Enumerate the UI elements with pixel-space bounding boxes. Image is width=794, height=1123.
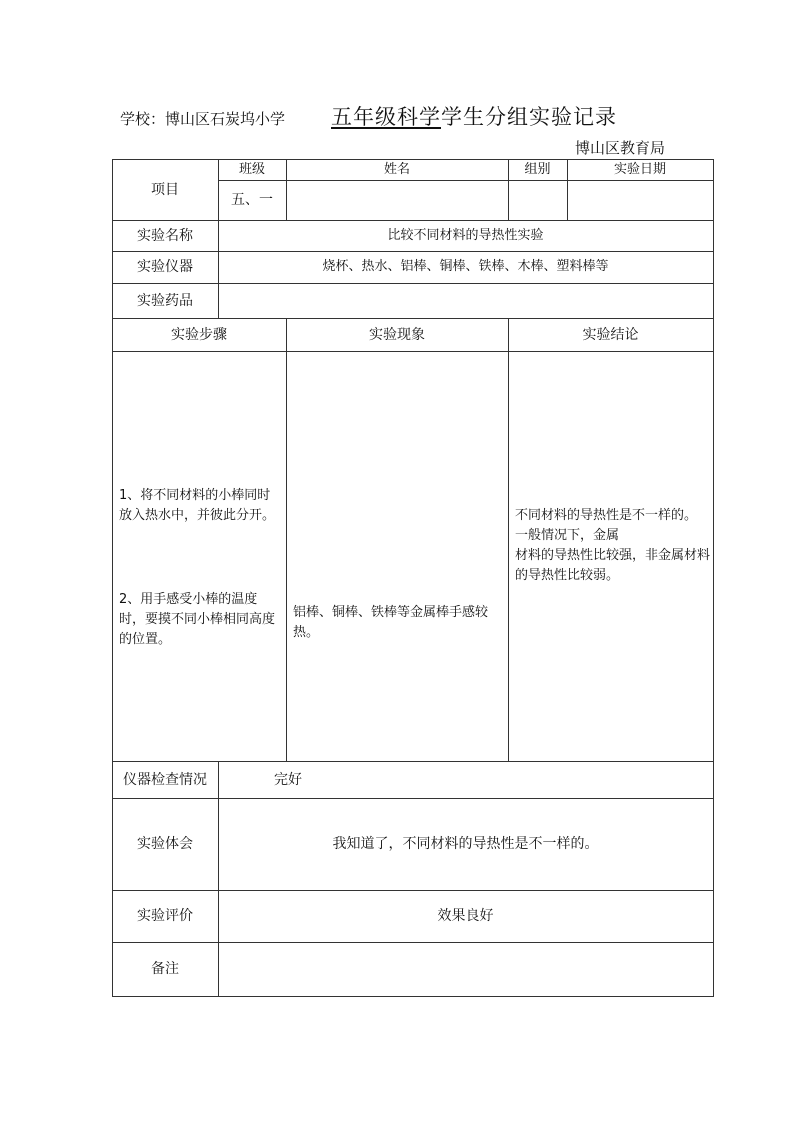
experience-label: 实验体会: [137, 836, 193, 852]
col-group-header: 组别: [524, 161, 551, 177]
experience-value[interactable]: 我知道了，不同材料的导热性是不一样的。: [332, 836, 599, 852]
table-rule: [112, 351, 714, 352]
instruments-value[interactable]: 烧杯、热水、铝棒、铜棒、铁棒、木棒、塑料棒等: [322, 259, 609, 274]
remarks-value[interactable]: [218, 942, 713, 996]
item-label: 项目: [151, 182, 179, 198]
chemicals-label: 实验药品: [137, 292, 193, 309]
conclusion-text: [515, 506, 711, 586]
experiment-name-label: 实验名称: [137, 227, 193, 244]
conclusion-line-3: 材料的导热性比较强，非金属材料的导热性比较弱。: [515, 548, 711, 583]
table-rule: [508, 318, 509, 762]
phenomenon-text: 铝棒、铜棒、铁棒等金属棒手感较热。: [293, 605, 489, 640]
step-2-text: 2、用手感受小棒的温度时，要摸不同小棒相同高度的位置。: [119, 592, 276, 647]
evaluation-value[interactable]: 效果良好: [437, 908, 494, 924]
col-class-header: 班级: [238, 161, 265, 177]
conclusion-line-1: 不同材料的导热性是不一样的。: [515, 508, 698, 523]
title-grade-subject: 五年级科学: [331, 105, 441, 129]
steps-header: 实验步骤: [171, 326, 227, 343]
check-value[interactable]: 完好: [274, 771, 302, 788]
instruments-label: 实验仪器: [137, 259, 193, 275]
check-label: 仪器检查情况: [123, 771, 207, 788]
date-value[interactable]: [567, 180, 713, 220]
col-name-header: 姓名: [383, 161, 410, 177]
page-title: [331, 103, 617, 131]
title-record: 学生分组实验记录: [441, 105, 617, 129]
table-rule: [286, 318, 287, 762]
col-date-header: 实验日期: [613, 161, 666, 177]
group-value[interactable]: [508, 180, 567, 220]
step-1-text: 1、将不同材料的小棒同时放入热水中，并彼此分开。: [119, 488, 276, 523]
chemicals-value[interactable]: [218, 283, 713, 318]
table-border-bottom: [112, 996, 714, 997]
phenomena-header: 实验现象: [369, 326, 425, 343]
school-name: 学校：博山区石炭坞小学: [120, 110, 286, 128]
class-value[interactable]: 五、一: [231, 192, 273, 208]
remarks-label: 备注: [151, 961, 179, 977]
conclusion-header: 实验结论: [582, 326, 639, 343]
name-value[interactable]: [286, 180, 508, 220]
conclusion-line-2: 一般情况下，金属: [515, 528, 620, 543]
evaluation-label: 实验评价: [137, 908, 193, 924]
issuer-bureau: 博山区教育局: [575, 139, 666, 157]
experiment-name-value[interactable]: 比较不同材料的导热性实验: [387, 227, 544, 243]
table-border-right: [713, 159, 714, 997]
